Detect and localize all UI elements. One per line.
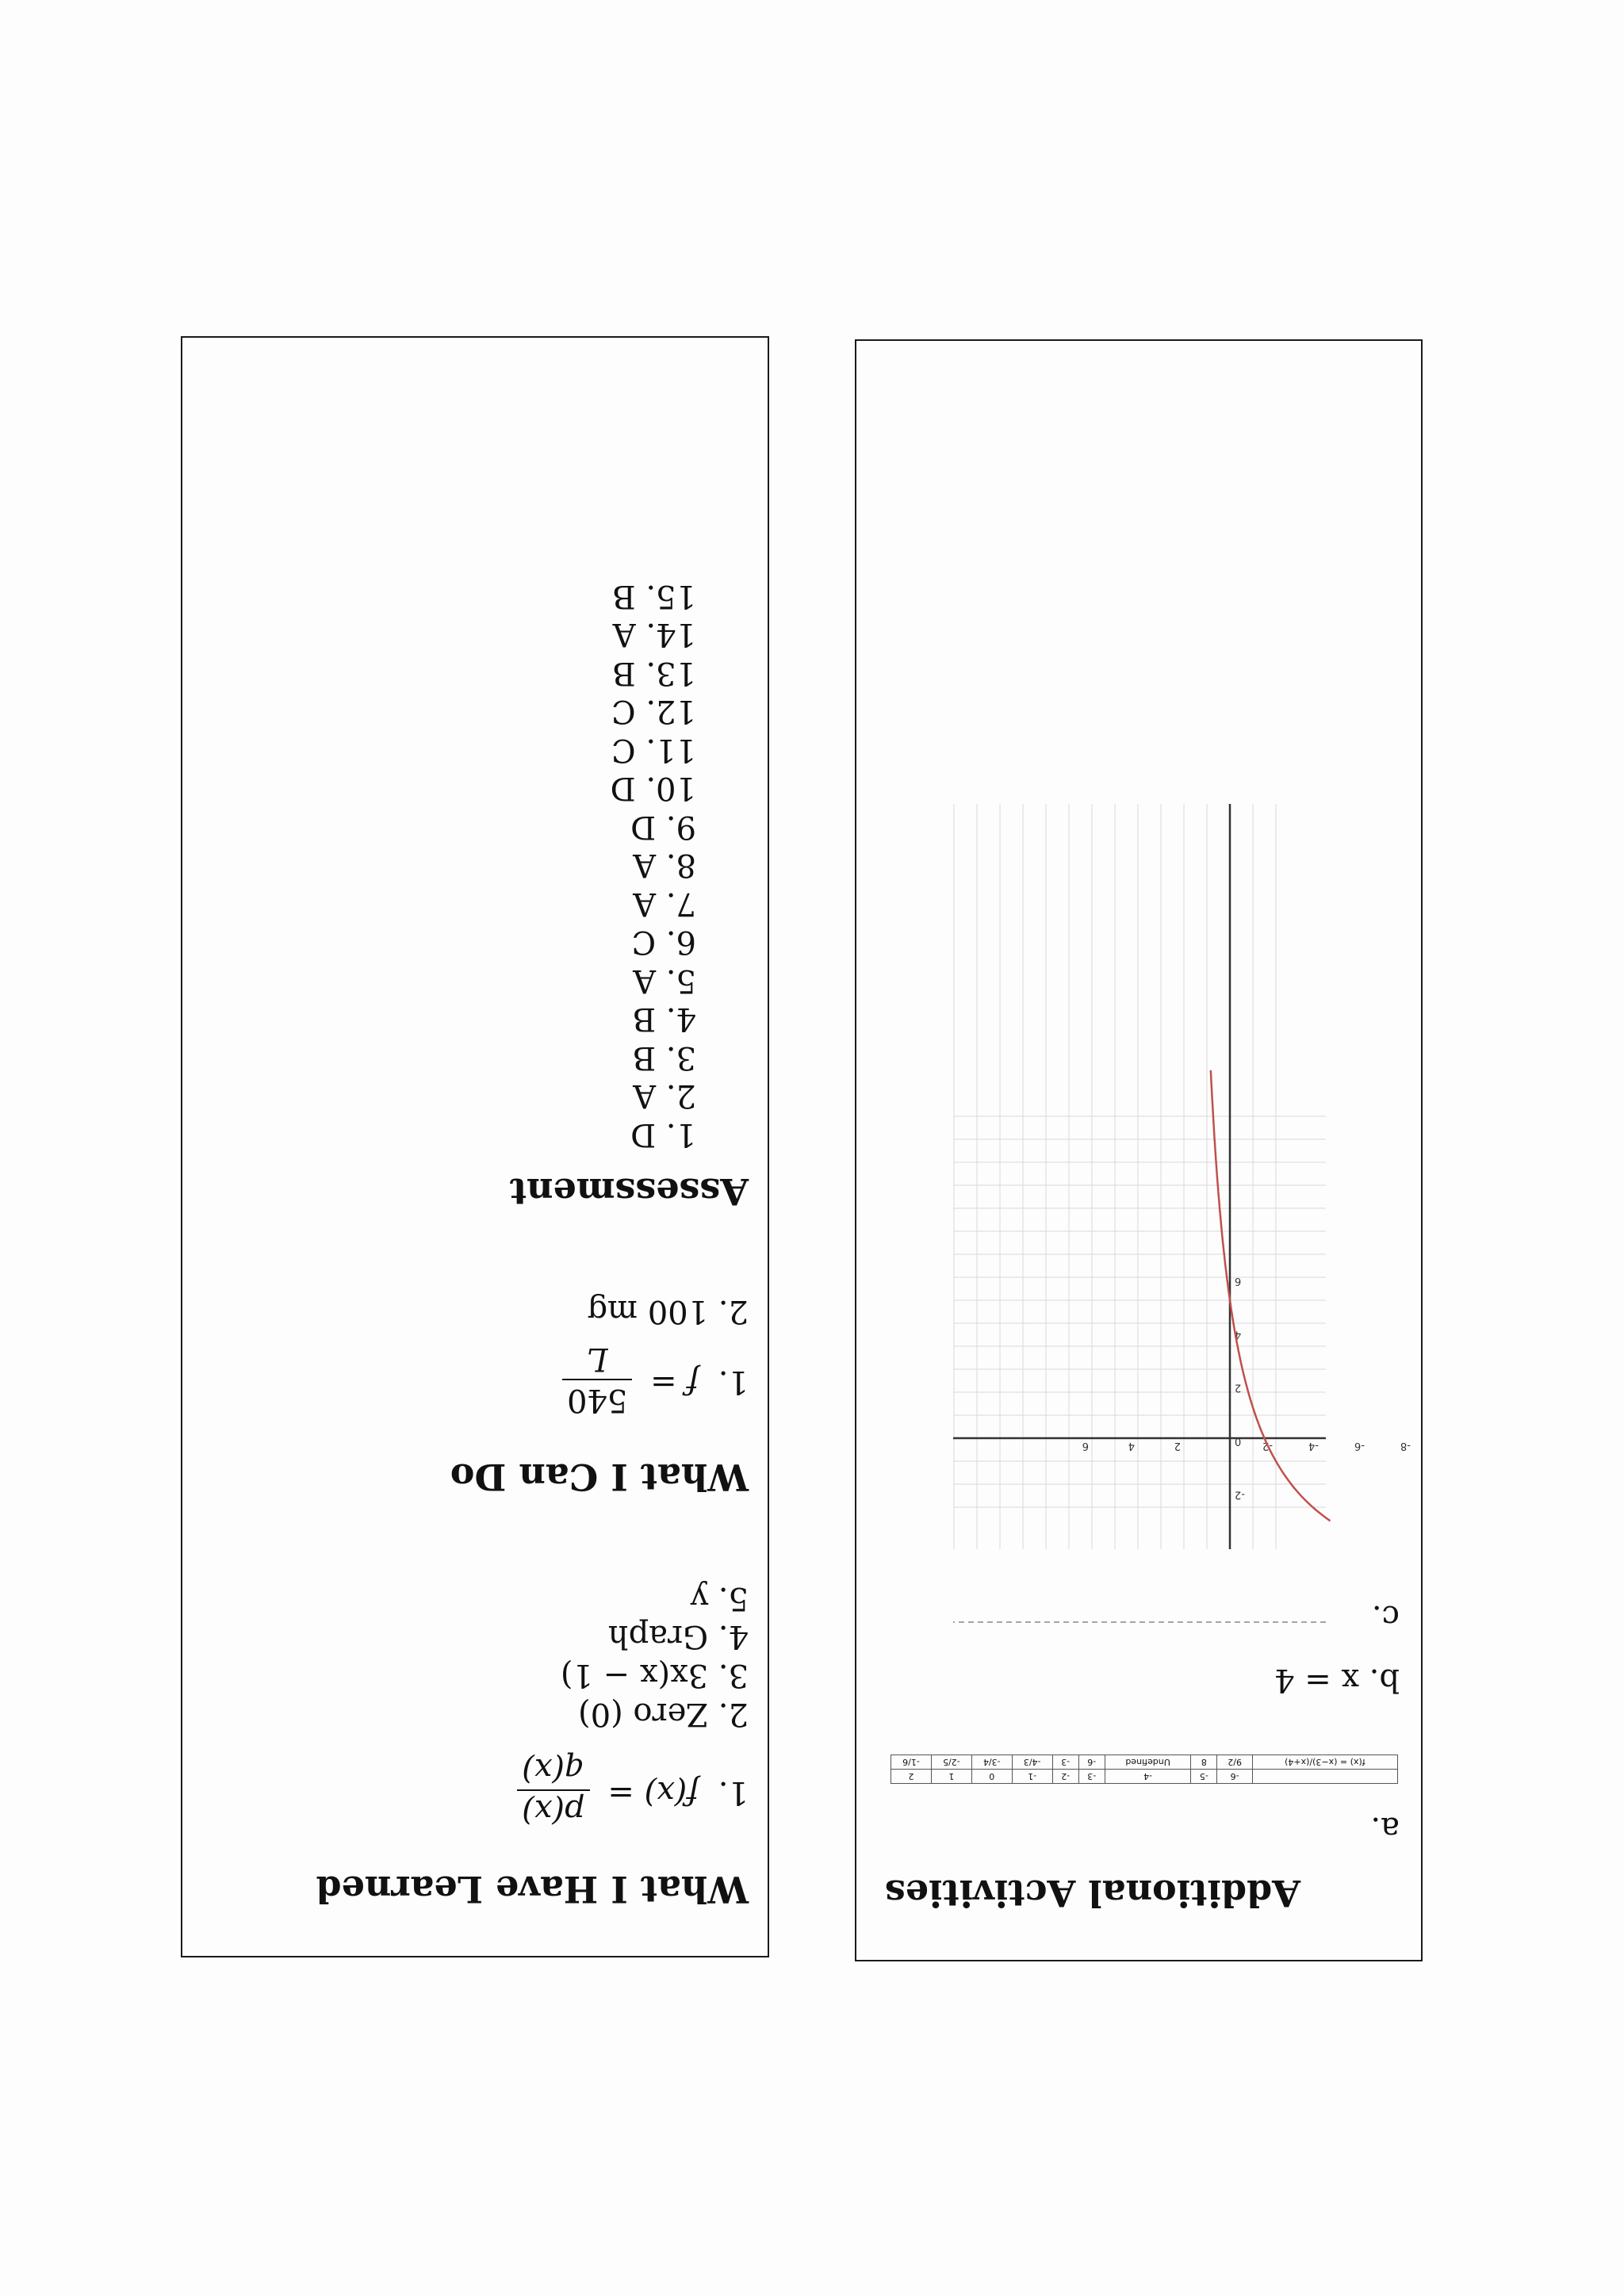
table-cell-f: f(x) = (x−3)/(x+4) (1252, 1755, 1397, 1770)
table-cell-x: 0 (971, 1770, 1012, 1784)
assessment-answer: 9. D (630, 809, 696, 845)
x-tick-label: 0 (1235, 1435, 1242, 1447)
table-cell-f: Undefined (1105, 1755, 1191, 1770)
assessment-answer: 15. B (612, 578, 696, 614)
table-cell-x (1252, 1770, 1397, 1784)
x-tick-label: 4 (1235, 1328, 1242, 1341)
learned-fraction (517, 1751, 589, 1829)
assessment-answer: 7. A (633, 886, 696, 922)
table-cell-f: 9/2 (1217, 1755, 1252, 1770)
assessment-answer: 6. C (631, 924, 696, 961)
table-cell-f: -4/3 (1012, 1755, 1052, 1770)
can-do-fraction (562, 1341, 632, 1418)
table-cell-x: -6 (1217, 1770, 1252, 1784)
part-c-label: c. (1371, 1598, 1400, 1635)
can-do-heading: What I Can Do (450, 1456, 749, 1498)
f-values-row (891, 1755, 1398, 1770)
assessment-answer: 3. B (632, 1039, 696, 1076)
can-do-item-2: 2. 100 mg (587, 1293, 749, 1330)
x-tick-label: 2 (1235, 1381, 1242, 1394)
answer-box-left (855, 339, 1423, 1961)
part-a-label: a. (1370, 1810, 1400, 1846)
assessment-answer: 1. D (630, 1116, 696, 1153)
rational-function-graph (953, 804, 1411, 1549)
table-cell-x: 2 (891, 1770, 932, 1784)
x-tick-label: -2 (1235, 1488, 1245, 1501)
can-do-item-1-lhs: f = (650, 1364, 699, 1400)
table-cell-x: 1 (931, 1770, 971, 1784)
function-value-table (891, 1755, 1398, 1784)
can-do-fraction-denominator: L (586, 1341, 608, 1377)
assessment-heading: Assessment (509, 1170, 749, 1213)
assessment-answer: 8. A (633, 847, 696, 884)
table-cell-f: 8 (1191, 1755, 1217, 1770)
x-values-row (891, 1770, 1398, 1784)
learned-fraction-denominator: q(x) (522, 1751, 585, 1788)
learned-item-2: 2. Zero (0) (578, 1696, 749, 1732)
assessment-answer: 2. A (633, 1077, 696, 1115)
answer-box-right (181, 336, 769, 1957)
part-b-answer: b. x = 4 (1274, 1662, 1400, 1698)
y-tick-label: 6 (1082, 1440, 1089, 1452)
learned-item-4: 4. Graph (607, 1618, 749, 1655)
can-do-item-1 (562, 1341, 749, 1418)
table-cell-x: -4 (1105, 1770, 1191, 1784)
assessment-answer: 12. C (611, 693, 696, 730)
y-tick-label: -6 (1354, 1440, 1365, 1452)
assessment-answer: 14. A (612, 616, 696, 653)
y-tick-label: -2 (1262, 1440, 1273, 1452)
can-do-item-1-prefix: 1. (718, 1364, 749, 1400)
table-cell-x: -1 (1012, 1770, 1052, 1784)
curve-branch-left (1211, 1070, 1331, 1521)
learned-fraction-numerator: p(x) (517, 1789, 589, 1829)
table-cell-x: -5 (1191, 1770, 1217, 1784)
learned-item-1 (517, 1751, 749, 1829)
learned-heading: What I Have Learned (316, 1868, 749, 1911)
can-do-fraction-numerator: 540 (562, 1379, 632, 1418)
table-cell-x: -2 (1052, 1770, 1078, 1784)
assessment-answer: 11. C (611, 732, 696, 768)
table-cell-f: -6 (1078, 1755, 1105, 1770)
learned-item-5: 5. y (690, 1580, 749, 1617)
assessment-answer: 13. B (612, 655, 696, 691)
y-tick-label: 2 (1174, 1440, 1181, 1452)
x-tick-label: 6 (1235, 1275, 1242, 1288)
additional-activities-heading: Additional Activities (884, 1872, 1300, 1915)
assessment-answer: 10. D (610, 770, 696, 807)
assessment-answer: 4. B (632, 1001, 696, 1038)
assessment-answer: 5. A (633, 962, 696, 999)
y-tick-label: -8 (1400, 1440, 1411, 1452)
table-cell-f: -2/5 (931, 1755, 971, 1770)
learned-item-1-lhs: f(x) = (607, 1774, 699, 1811)
learned-item-3: 3. 3x(x − 1) (560, 1657, 749, 1693)
y-tick-label: -4 (1308, 1440, 1319, 1452)
y-tick-label: 4 (1128, 1440, 1135, 1452)
table-cell-f: -1/6 (891, 1755, 932, 1770)
table-cell-x: -3 (1078, 1770, 1105, 1784)
learned-item-1-prefix: 1. (718, 1774, 749, 1811)
table-cell-f: -3 (1052, 1755, 1078, 1770)
table-cell-f: -3/4 (971, 1755, 1012, 1770)
